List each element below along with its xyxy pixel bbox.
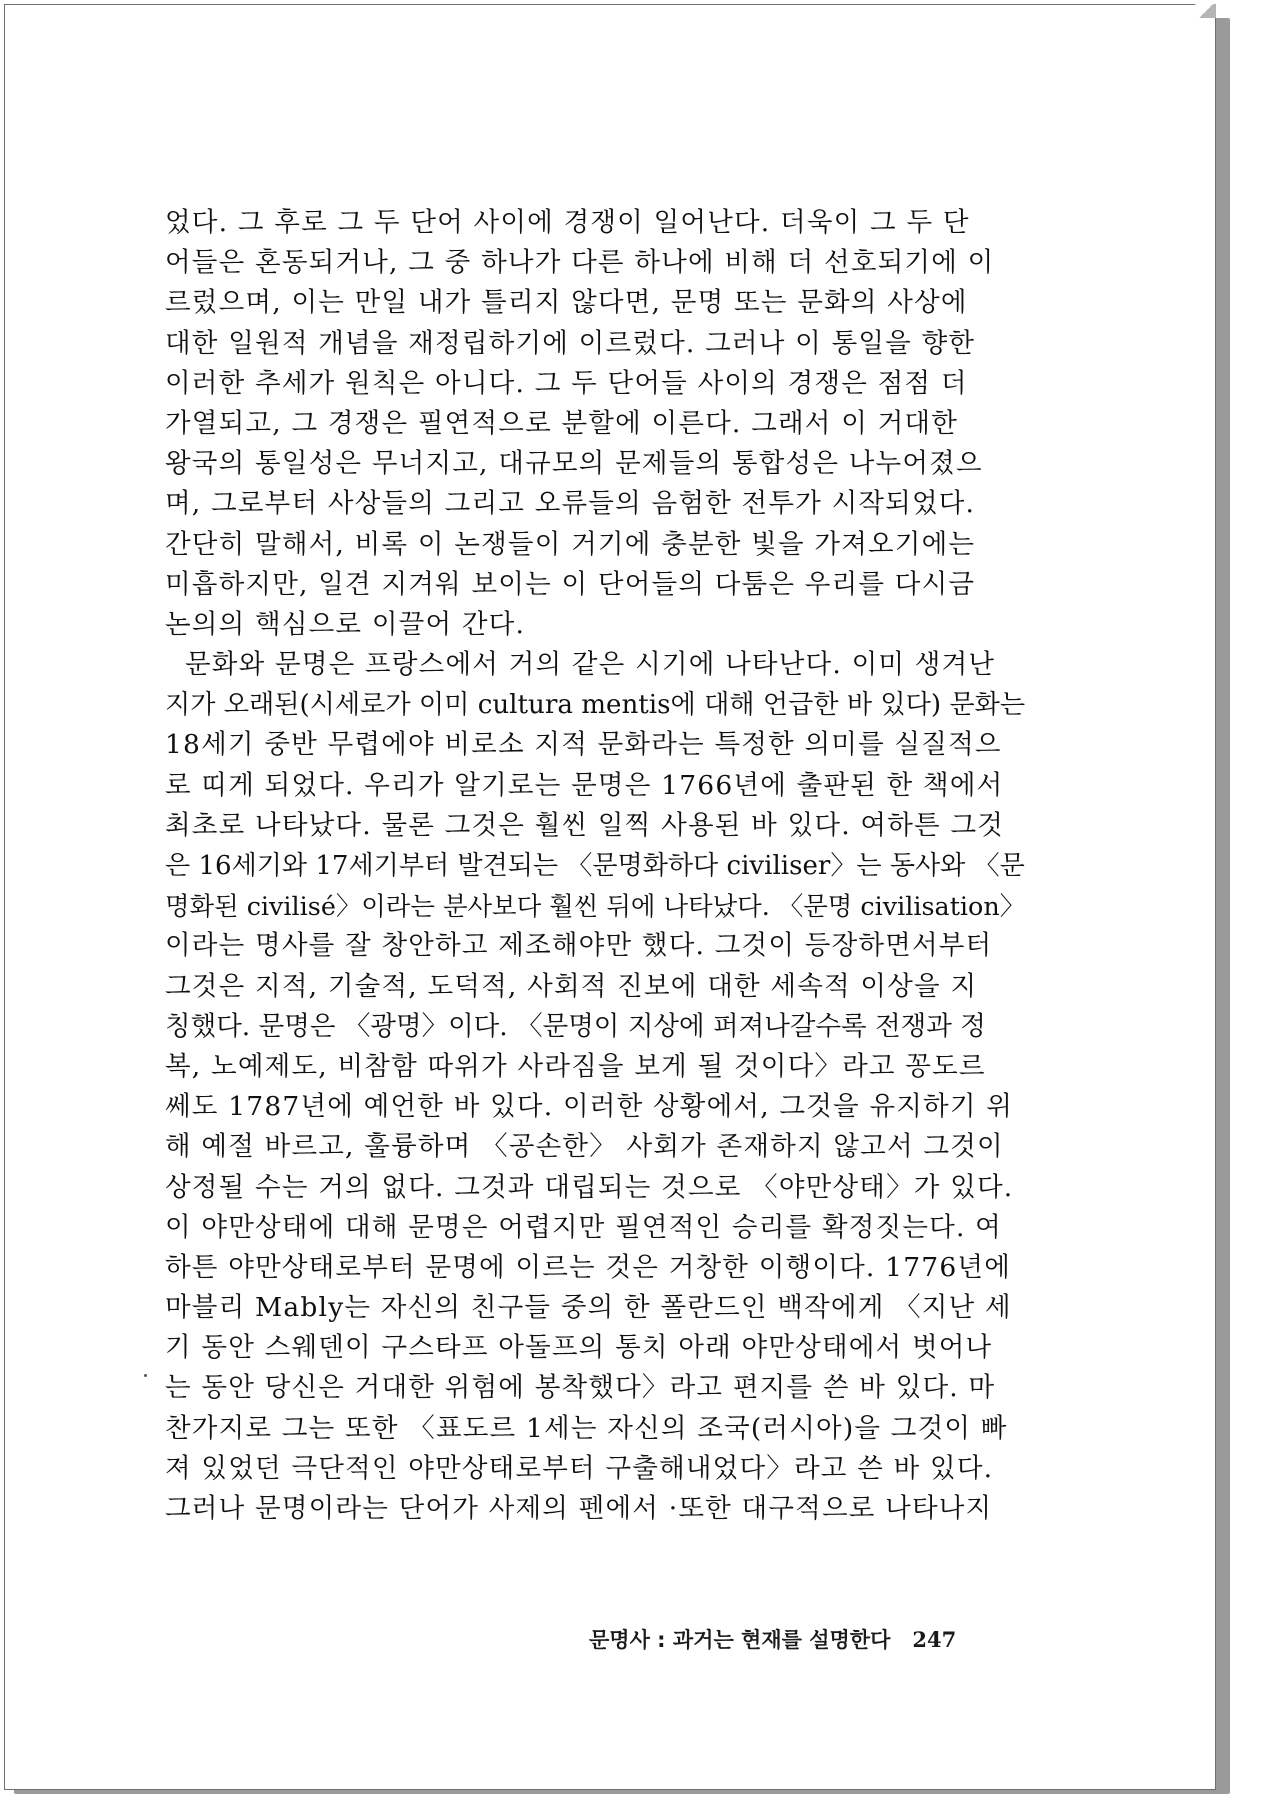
text-line: 이 야만상태에 대해 문명은 어렵지만 필연적인 승리를 확정짓는다. 여 (165, 1211, 1002, 1243)
text-line: 이라는 명사를 잘 창안하고 제조해야만 했다. 그것이 등장하면서부터 (165, 930, 993, 962)
text-line: 가열되고, 그 경쟁은 필연적으로 분할에 이른다. 그래서 이 거대한 (165, 407, 959, 439)
text-line: 찬가지로 그는 또한 〈표도르 1세는 자신의 조국(러시아)을 그것이 빠 (165, 1412, 1008, 1444)
text-line: 복, 노예제도, 비참함 따위가 사라짐을 보게 될 것이다〉라고 꽁도르 (165, 1050, 986, 1082)
text-line: 명화된 civilisé〉이라는 분사보다 훨씬 뒤에 나타났다. 〈문명 civilisation〉 (165, 891, 1026, 922)
paragraph-start-line: 문화와 문명은 프랑스에서 거의 같은 시기에 나타난다. 이미 생겨난 (185, 649, 996, 681)
text-line: 왕국의 통일성은 무너지고, 대규모의 문제들의 통합성은 나누어졌으 (165, 448, 983, 480)
text-line: 그러나 문명이라는 단어가 사제의 펜에서 ·또한 대구적으로 나타나지 (165, 1493, 993, 1524)
text-line: 기 동안 스웨덴이 구스타프 아돌프의 통치 아래 야만상태에서 벗어나 (165, 1332, 993, 1364)
text-line: 대한 일원적 개념을 재정립하기에 이르렀다. 그러나 이 통일을 향한 (165, 327, 976, 359)
page-corner-fold (1196, 4, 1216, 18)
text-line: 칭했다. 문명은 〈광명〉이다. 〈문명이 지상에 퍼져나갈수록 전쟁과 정 (165, 1010, 986, 1042)
running-title: 문명사 : 과거는 현재를 설명한다 (589, 1628, 891, 1652)
text-line: 미흡하지만, 일견 지겨워 보이는 이 단어들의 다툼은 우리를 다시금 (165, 568, 976, 600)
page-number: 247 (912, 1627, 957, 1652)
text-line: 해 예절 바르고, 훌륭하며 〈공손한〉 사회가 존재하지 않고서 그것이 (165, 1131, 1004, 1163)
text-line: 최초로 나타났다. 물론 그것은 훨씬 일찍 사용된 바 있다. 여하튼 그것 (165, 809, 1005, 841)
text-line: 간단히 말해서, 비록 이 논쟁들이 거기에 충분한 빛을 가져오기에는 (165, 528, 976, 560)
running-footer (589, 1622, 1029, 1658)
text-line: 하튼 야만상태로부터 문명에 이르는 것은 거창한 이행이다. 1776년에 (165, 1251, 1012, 1283)
text-line: 었다. 그 후로 그 두 단어 사이에 경쟁이 일어난다. 더욱이 그 두 단 (165, 207, 970, 238)
text-line: 그것은 지적, 기술적, 도덕적, 사회적 진보에 대한 세속적 이상을 지 (165, 970, 978, 1002)
text-line: 져 있었던 극단적인 야만상태로부터 구출해내었다〉라고 쓴 바 있다. (165, 1452, 994, 1484)
text-line: 는 동안 당신은 거대한 위험에 봉착했다〉라고 편지를 쓴 바 있다. 마 (165, 1372, 996, 1404)
text-line: 지가 오래된(시세로가 이미 cultura mentis에 대해 언급한 바 있다) 문화는 (165, 690, 1026, 721)
text-line: 은 16세기와 17세기부터 발견되는 〈문명화하다 civiliser〉는 동사와 〈문 (165, 851, 1025, 881)
scan-speck (144, 1374, 147, 1377)
text-line: 르렀으며, 이는 만일 내가 틀리지 않다면, 문명 또는 문화의 사상에 (165, 287, 968, 319)
text-line: 18세기 중반 무렵에야 비로소 지적 문화라는 특정한 의미를 실질적으 (165, 729, 1002, 761)
text-line: 마블리 Mably는 자신의 친구들 중의 한 폴란드인 백작에게 〈지난 세 (165, 1292, 1012, 1324)
text-line: 쎄도 1787년에 예언한 바 있다. 이러한 상황에서, 그것을 유지하기 위 (165, 1091, 1014, 1123)
body-text (165, 203, 1025, 1529)
text-line: 논의의 핵심으로 이끌어 간다. (165, 608, 526, 640)
text-line: 상정될 수는 거의 없다. 그것과 대립되는 것으로 〈야만상태〉가 있다. (165, 1171, 1014, 1203)
text-line: 로 띠게 되었다. 우리가 알기로는 문명은 1766년에 출판된 한 책에서 (165, 769, 1004, 801)
text-line: 며, 그로부터 사상들의 그리고 오류들의 음험한 전투가 시작되었다. (165, 488, 976, 520)
text-line: 어들은 혼동되거나, 그 중 하나가 다른 하나에 비해 더 선호되기에 이 (165, 247, 995, 279)
text-line: 이러한 추세가 원칙은 아니다. 그 두 단어들 사이의 경쟁은 점점 더 (165, 367, 968, 399)
